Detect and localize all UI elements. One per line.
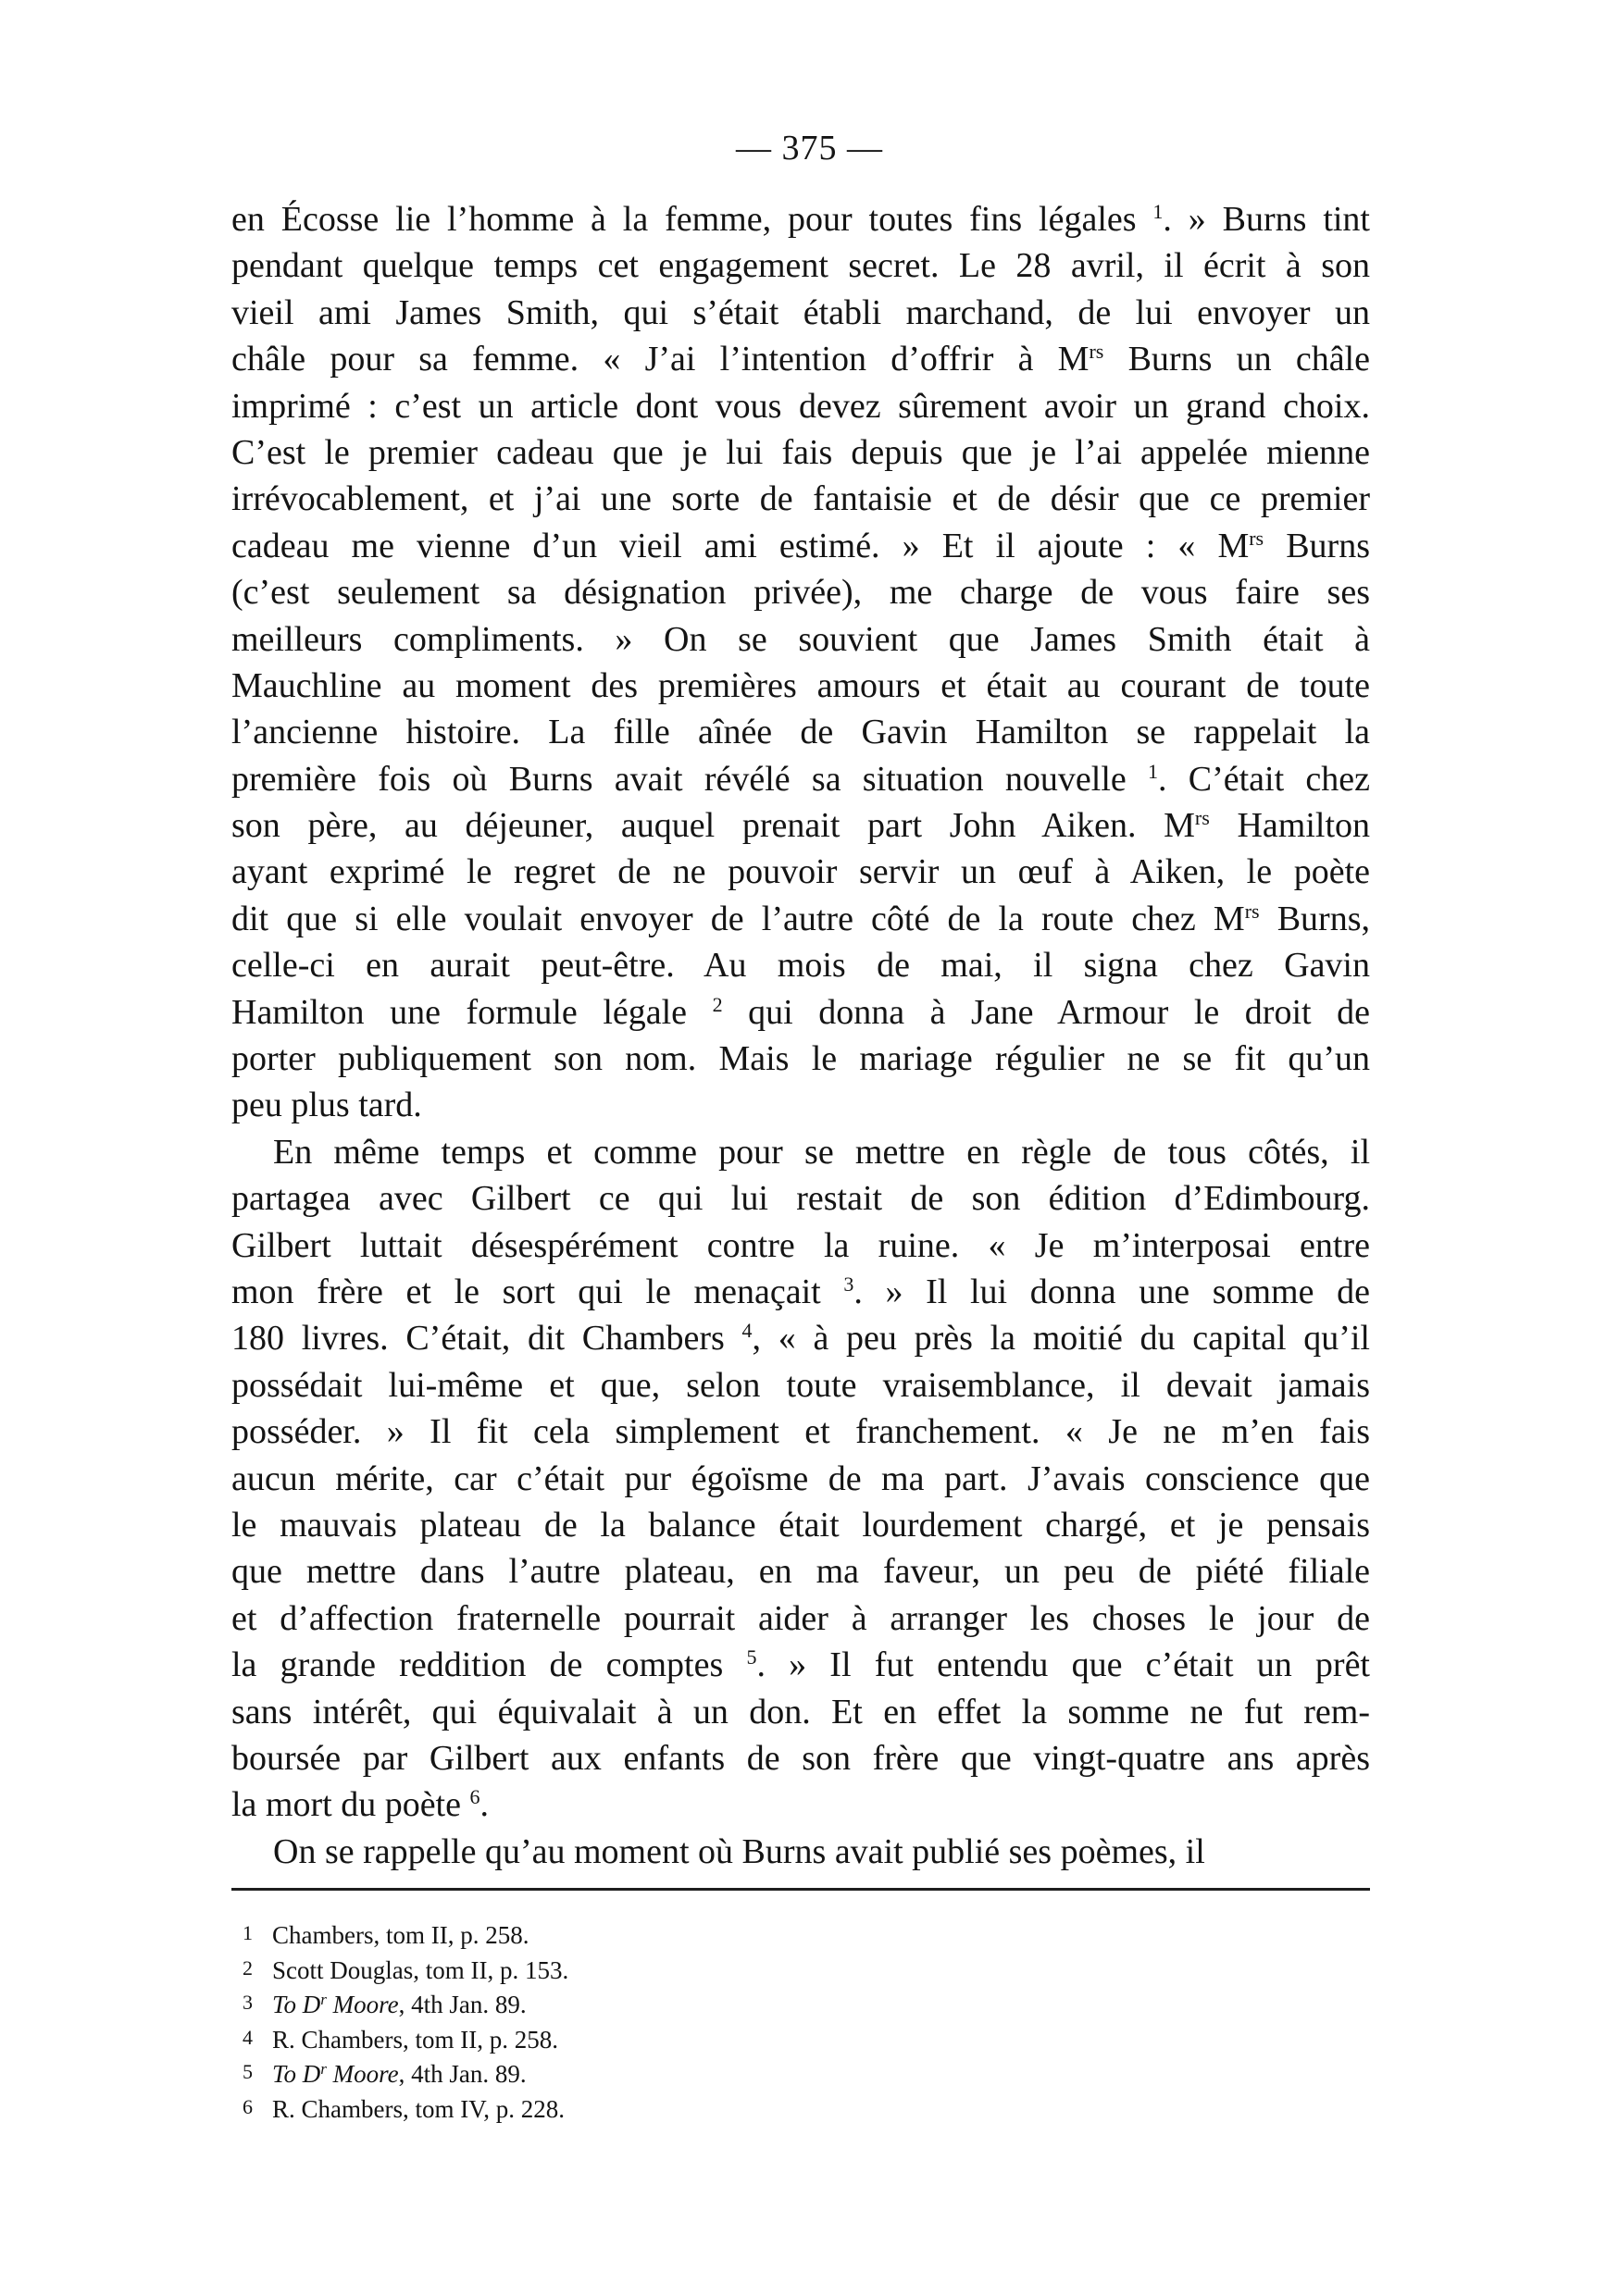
text-line: la mort du poète $^6$.	[231, 1785, 489, 1825]
footnote-marker: rs	[1249, 526, 1264, 550]
text-line: celle-ci en aurait peut-être. Au mois de mai, il signa chez Gavin	[231, 946, 1370, 986]
footnote-number: 1	[243, 1921, 253, 1944]
footnote: 2 Scott Douglas, tom II, p. 153.	[243, 1951, 1168, 1986]
text-line: le mauvais plateau de la balance était lourdement chargé, et je pensais	[231, 1505, 1370, 1545]
footnote-divider	[231, 1888, 1370, 1891]
footnote: 6 R. Chambers, tom IV, p. 228.	[243, 2090, 1168, 2125]
text-line: en Écosse lie l’homme à la femme, pour toutes fins légales $^1$. » Burns tint	[231, 200, 1370, 239]
text-line: Hamilton une formule légale $^2$ qui donna à Jane Armour le droit de	[231, 992, 1370, 1032]
footnote-marker: 1	[1152, 200, 1164, 223]
footnote: 3 To $D^r$ Moore, 4th Jan. 89.	[243, 1985, 1168, 2020]
footnote-marker: 4	[741, 1319, 753, 1343]
footnote-italic: To $D^r$ Moore	[272, 2060, 399, 2088]
text-line: posséder. » Il fit cela simplement et franchement. « Je ne m’en fais	[231, 1412, 1370, 1452]
text-line: vieil ami James Smith, qui s’était établi marchand, de lui envoyer un	[231, 292, 1370, 332]
footnote-number: 4	[243, 2025, 253, 2049]
text-line: dit que si elle voulait envoyer de l’autre côté de la route chez $M^{rs}$ Burns,	[231, 899, 1370, 938]
text-line: que mettre dans l’autre plateau, en ma faveur, un peu de piété filiale	[231, 1552, 1370, 1592]
text-line: aucun mérite, car c’était pur égoïsme de ma part. J’avais conscience que	[231, 1458, 1370, 1498]
text-line: On se rappelle qu’au moment où Burns avait publié ses poèmes, il	[273, 1831, 1205, 1871]
footnote-number: 3	[243, 1991, 253, 2014]
footnote-marker: rs	[1194, 806, 1210, 830]
text-line: et d’affection fraternelle pourrait aider à arranger les choses le jour de	[231, 1598, 1370, 1638]
text-line: imprimé : c’est un article dont vous devez sûrement avoir un grand choix.	[231, 386, 1370, 426]
text-line: Mauchline au moment des premières amours et était au courant de toute	[231, 665, 1370, 705]
footnote-marker: 6	[469, 1785, 480, 1809]
text-line: irrévocablement, et j’ai une sorte de fantaisie et de désir que ce premier	[231, 479, 1370, 519]
text-line: Gilbert luttait désespérément contre la ruine. « Je m’interposai entre	[231, 1225, 1370, 1265]
footnote-marker: rs	[1244, 899, 1260, 923]
footnote-number: 2	[243, 1955, 253, 1980]
text-line: peu plus tard.	[231, 1086, 422, 1125]
footnotes	[243, 1916, 1168, 2124]
text-line: C’est le premier cadeau que je lui fais depuis que je l’ai appelée mienne	[231, 432, 1370, 472]
footnote: 4 R. Chambers, tom II, p. 258.	[243, 2020, 1168, 2055]
text-line: meilleurs compliments. » On se souvient que James Smith était à	[231, 619, 1370, 659]
text-line: partagea avec Gilbert ce qui lui restait de son édition d’Edimbourg.	[231, 1179, 1370, 1219]
text-line: son père, au déjeuner, auquel prenait part John Aiken. $M^{rs}$ Hamilton	[231, 806, 1371, 846]
text-line: (c’est seulement sa désignation privée), me charge de vous faire ses	[231, 573, 1370, 613]
text-line: cadeau me vienne d’un vieil ami estimé. » Et il ajoute : « $M^{rs}$ Burns	[231, 526, 1370, 565]
body-text	[231, 196, 1370, 1875]
footnote: 1 Chambers, tom II, p. 258.	[243, 1916, 1168, 1951]
text-line: pendant quelque temps cet engagement secret. Le 28 avril, il écrit à son	[231, 246, 1370, 286]
footnote: 5 To $D^r$ Moore, 4th Jan. 89.	[243, 2054, 1168, 2090]
footnote-marker: 3	[843, 1272, 854, 1296]
text-line: ayant exprimé le regret de ne pouvoir servir un œuf à Aiken, le poète	[231, 852, 1370, 892]
footnote-number: 6	[243, 2094, 253, 2118]
footnote-marker: 2	[712, 992, 723, 1016]
text-line: première fois où Burns avait révélé sa situation nouvelle $^1$. C’était chez	[231, 759, 1370, 799]
text-line: sans intérêt, qui équivalait à un don. Et en effet la somme ne fut rem-	[231, 1692, 1370, 1731]
footnote-number: 5	[243, 2060, 253, 2083]
text-line: châle pour sa femme. « J’ai l’intention d’offrir à $M^{rs}$ Burns un châle	[231, 340, 1370, 379]
text-line: boursée par Gilbert aux enfants de son frère que vingt-quatre ans après	[231, 1738, 1370, 1778]
text-line: porter publiquement son nom. Mais le mariage régulier ne se fit qu’un	[231, 1039, 1370, 1079]
text-line: possédait lui-même et que, selon toute vraisemblance, il devait jamais	[231, 1365, 1370, 1405]
text-line: la grande reddition de comptes $^5$. » Il fut entendu que c’était un prêt	[231, 1645, 1370, 1685]
footnote-marker: 1	[1148, 759, 1159, 783]
footnote-italic: To $D^r$ Moore	[272, 1991, 399, 2018]
text-line: 180 livres. C’était, dit Chambers $^4$, « à peu près la moitié du capital qu’il	[231, 1319, 1370, 1359]
text-line: l’ancienne histoire. La fille aînée de Gavin Hamilton se rappelait la	[231, 713, 1370, 752]
text-line: En même temps et comme pour se mettre en règle de tous côtés, il	[273, 1132, 1370, 1172]
footnote-marker: 5	[746, 1645, 757, 1669]
page-number: — 375 —	[736, 129, 883, 168]
text-line: mon frère et le sort qui le menaçait $^3$. » Il lui donna une somme de	[231, 1272, 1370, 1311]
footnote-marker: rs	[1089, 340, 1104, 364]
